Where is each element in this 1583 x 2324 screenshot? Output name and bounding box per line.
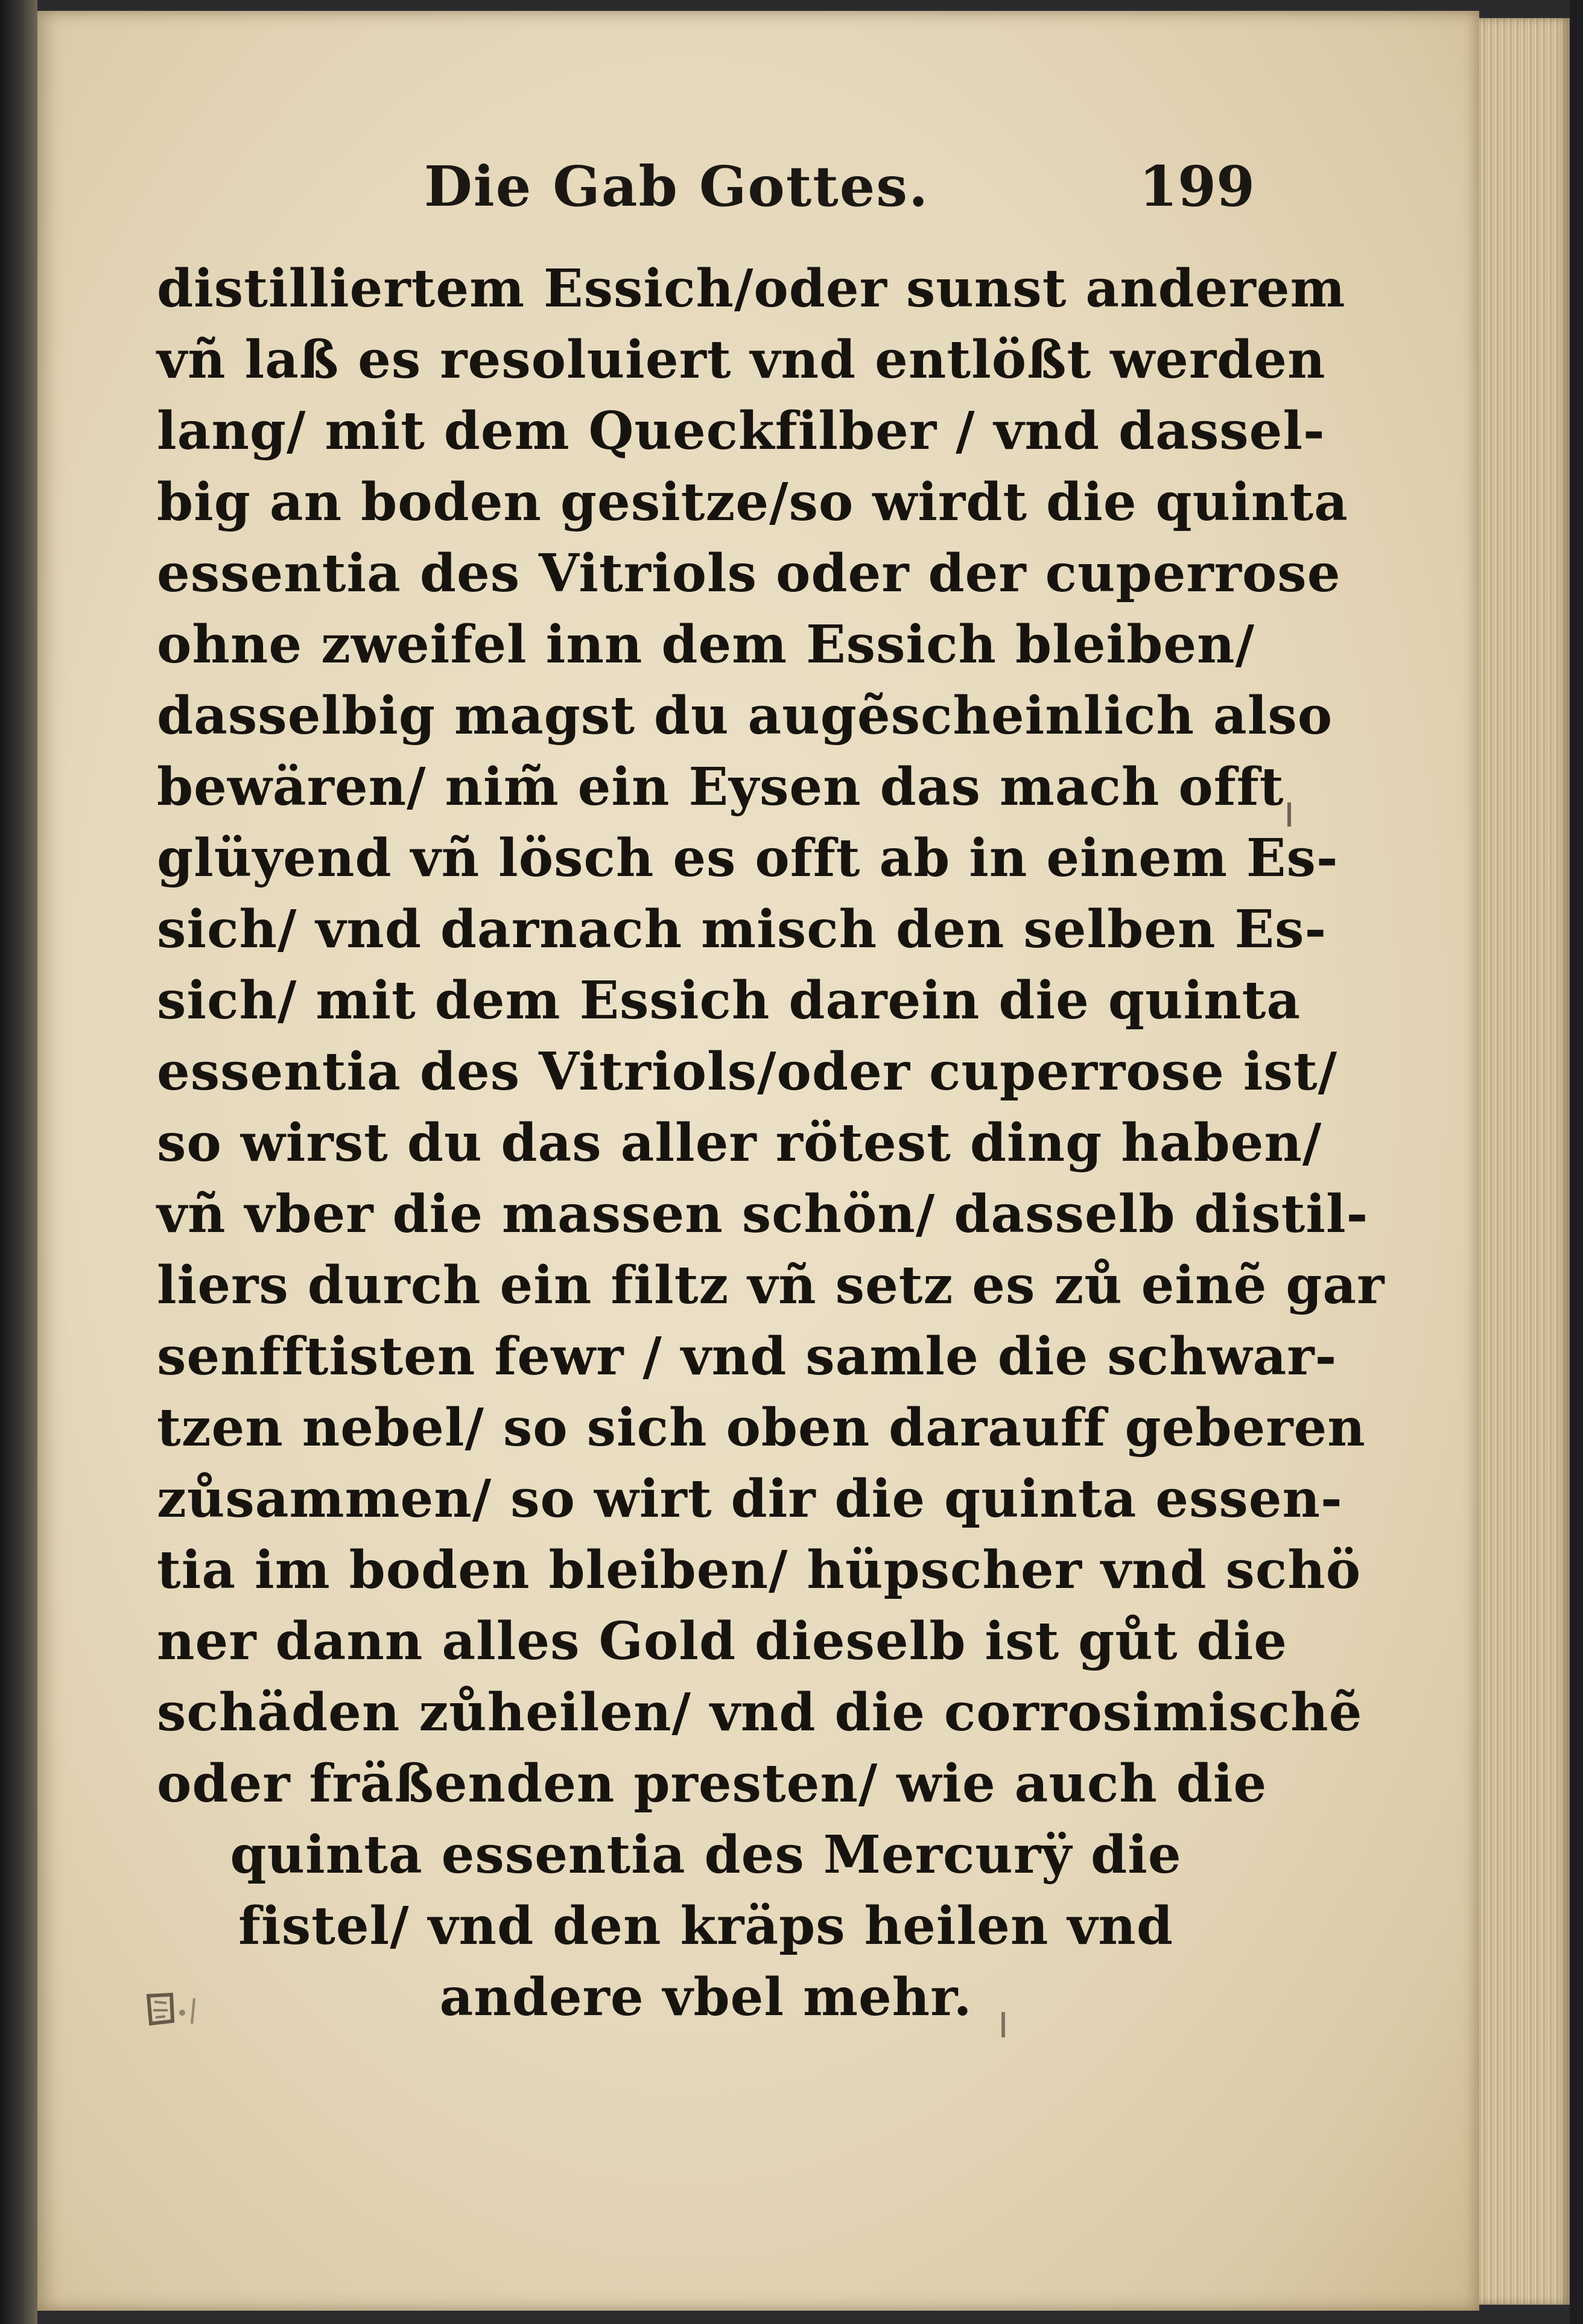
marginal-mark [1287,802,1291,827]
text-line: zůsammen/ so wirt dir die quinta essen- [157,1468,1343,1529]
book-spine-shadow [0,0,37,2324]
text-line: sich/ mit dem Essich darein die quinta [157,970,1301,1031]
text-line: bewären/ nim̃ ein Eysen das mach offt [157,757,1284,818]
text-line: glüyend vñ lösch es offt ab in einem Es- [157,828,1339,889]
text-line: essentia des Vitriols oder der cuperrose [157,543,1341,604]
closing-line: andere vbel mehr. [439,1967,972,2028]
text-line: big an boden gesitze/so wirdt die quinta [157,472,1348,533]
text-line: tzen nebel/ so sich oben darauff geberen [157,1397,1366,1458]
page-header [157,154,1255,238]
text-line: essentia des Vitriols/oder cuperrose ist/ [157,1041,1337,1102]
text-line: oder fräßenden presten/ wie auch die [157,1753,1267,1814]
background-edge [1570,0,1583,2324]
text-line: ner dann alles Gold dieselb ist gůt die [157,1611,1288,1672]
text-line: vñ laß es resoluiert vnd entlößt werden [157,329,1326,390]
text-line: dasselbig magst du augẽscheinlich also [157,685,1333,746]
text-line: senfftisten fewr / vnd samle die schwar- [157,1326,1337,1387]
smudged-mark-icon [145,1990,203,2028]
text-line: liers durch ein filtz vñ setz es zů einẽ gar [157,1255,1385,1316]
marginal-mark [1001,2012,1005,2037]
text-line: schäden zůheilen/ vnd die corrosimischẽ [157,1682,1363,1743]
running-title: Die Gab Gottes. [424,154,930,219]
text-line: lang/ mit dem Queckfilber / vnd dassel- [157,401,1325,462]
main-text-block [157,253,1385,2033]
closing-line: quinta essentia des Mercurÿ die [230,1824,1182,1885]
text-line: distilliertem Essich/oder sunst anderem [157,258,1346,319]
text-line: tia im boden bleiben/ hüpscher vnd schö [157,1540,1362,1601]
text-line: so wirst du das aller rötest ding haben/ [157,1113,1322,1173]
closing-line: fistel/ vnd den kräps heilen vnd [238,1896,1173,1957]
text-line: vñ vber die massen schön/ dasselb distil- [157,1184,1369,1245]
text-line: sich/ vnd darnach misch den selben Es- [157,899,1327,960]
page-fore-edge [1479,18,1573,2305]
page-number: 199 [1138,154,1255,219]
text-line: ohne zweifel inn dem Essich bleiben/ [157,614,1255,675]
